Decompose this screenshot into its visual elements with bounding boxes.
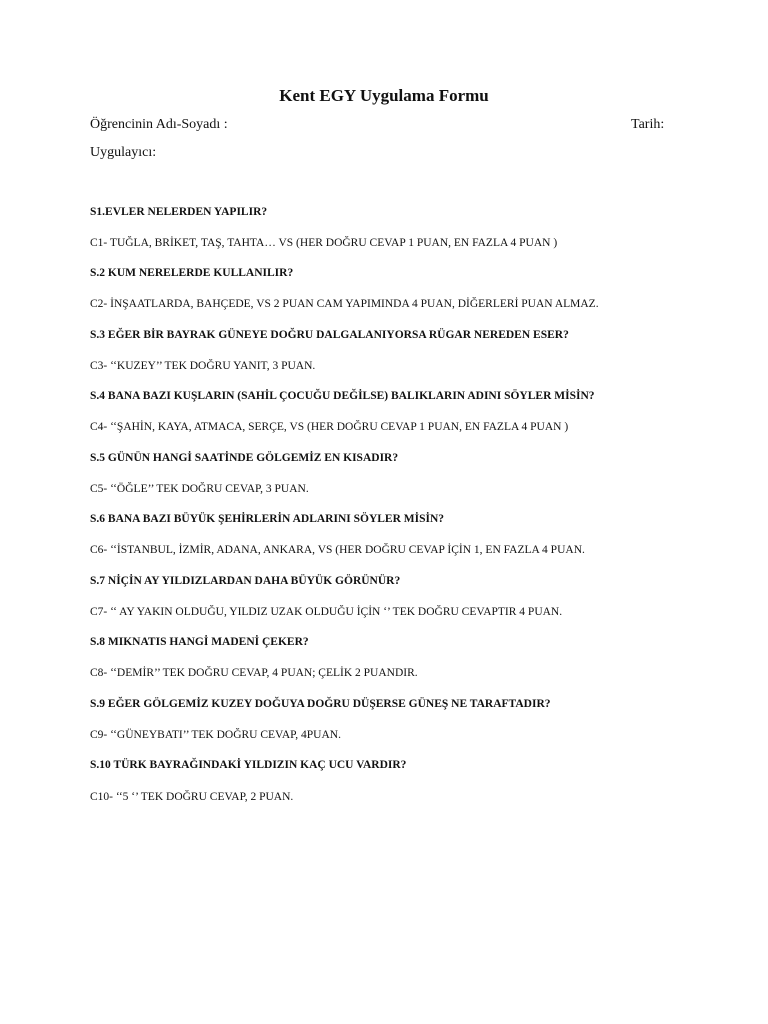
answer-4: C4- ‘‘ŞAHİN, KAYA, ATMACA, SERÇE, VS (HER DOĞRU CEVAP 1 PUAN, EN FAZLA 4 PUAN ) bbox=[90, 421, 569, 433]
form-title: Kent EGY Uygulama Formu bbox=[279, 86, 489, 105]
question-9: S.9 EĞER GÖLGEMİZ KUZEY DOĞUYA DOĞRU DÜŞERSE GÜNEŞ NE TARAFTADIR? bbox=[90, 698, 551, 710]
question-10: S.10 TÜRK BAYRAĞINDAKİ YILDIZIN KAÇ UCU VARDIR? bbox=[90, 759, 407, 771]
answer-2: C2- İNŞAATLARDA, BAHÇEDE, VS 2 PUAN CAM YAPIMINDA 4 PUAN, DİĞERLERİ PUAN ALMAZ. bbox=[90, 298, 599, 310]
question-1: S1.EVLER NELERDEN YAPILIR? bbox=[90, 206, 268, 218]
question-4: S.4 BANA BAZI KUŞLARIN (SAHİL ÇOCUĞU DEĞİLSE) BALIKLARIN ADINI SÖYLER MİSİN? bbox=[90, 390, 595, 402]
answer-3: C3- ‘‘KUZEY’’ TEK DOĞRU YANIT, 3 PUAN. bbox=[90, 360, 316, 372]
answer-5: C5- ‘‘ÖĞLE’’ TEK DOĞRU CEVAP, 3 PUAN. bbox=[90, 483, 309, 495]
answer-6: C6- ‘‘İSTANBUL, İZMİR, ADANA, ANKARA, VS (HER DOĞRU CEVAP İÇİN 1, EN FAZLA 4 PUAN. bbox=[90, 544, 585, 556]
answer-9: C9- ‘‘GÜNEYBATI’’ TEK DOĞRU CEVAP, 4PUAN. bbox=[90, 729, 341, 741]
answer-10: C10- ‘‘5 ‘’ TEK DOĞRU CEVAP, 2 PUAN. bbox=[90, 791, 294, 803]
date-label: Tarih: bbox=[631, 117, 665, 132]
answer-8: C8- ‘‘DEMİR’’ TEK DOĞRU CEVAP, 4 PUAN; ÇELİK 2 PUANDIR. bbox=[90, 667, 418, 679]
question-7: S.7 NİÇİN AY YILDIZLARDAN DAHA BÜYÜK GÖRÜNÜR? bbox=[90, 575, 401, 587]
student-name-label: Öğrencinin Adı-Soyadı : bbox=[90, 117, 228, 132]
question-6: S.6 BANA BAZI BÜYÜK ŞEHİRLERİN ADLARINI SÖYLER MİSİN? bbox=[90, 513, 445, 525]
question-2: S.2 KUM NERELERDE KULLANILIR? bbox=[90, 267, 294, 279]
question-5: S.5 GÜNÜN HANGİ SAATİNDE GÖLGEMİZ EN KISADIR? bbox=[90, 452, 399, 464]
question-8: S.8 MIKNATIS HANGİ MADENİ ÇEKER? bbox=[90, 636, 309, 648]
question-3: S.3 EĞER BİR BAYRAK GÜNEYE DOĞRU DALGALANIYORSA RÜGAR NEREDEN ESER? bbox=[90, 329, 569, 341]
practitioner-label: Uygulayıcı: bbox=[90, 145, 157, 160]
answer-7: C7- ‘‘ AY YAKIN OLDUĞU, YILDIZ UZAK OLDUĞU İÇİN ‘’ TEK DOĞRU CEVAPTIR 4 PUAN. bbox=[90, 606, 563, 618]
answer-1: C1- TUĞLA, BRİKET, TAŞ, TAHTA… VS (HER DOĞRU CEVAP 1 PUAN, EN FAZLA 4 PUAN ) bbox=[90, 237, 558, 249]
